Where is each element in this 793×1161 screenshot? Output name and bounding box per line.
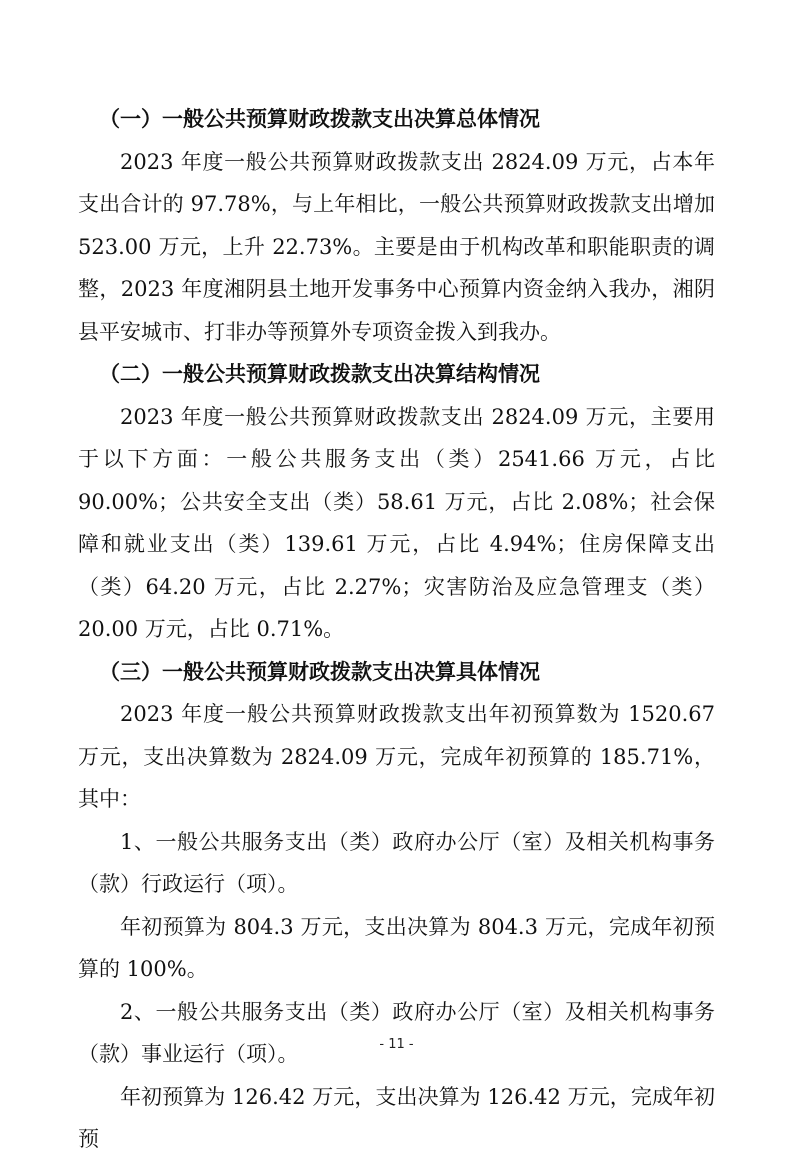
section-3-paragraph-3: 年初预算为 804.3 万元，支出决算为 804.3 万元，完成年初预算的 100%。: [78, 914, 715, 981]
section-heading-2: （二）一般公共预算财政拨款支出决算结构情况: [99, 362, 540, 386]
page-number: - 11 -: [379, 1037, 414, 1052]
section-1-paragraph-1: 2023 年度一般公共预算财政拨款支出 2824.09 万元，占本年支出合计的 97.78%，与上年相比，一般公共预算财政拨款支出增加 523.00 万元，上升 22.73%。主要是由于机构改革和职能职责的调整，2023 年度湘阴县土地开发事务中心预算内资金纳入我办，湘阴县平安城市、打非办等预算外专项资金拨入到我办。: [78, 149, 715, 344]
section-3-paragraph-2: 1、一般公共服务支出（类）政府办公厅（室）及相关机构事务（款）行政运行（项）。: [78, 829, 715, 896]
section-3-paragraph-5: 年初预算为 126.42 万元，支出决算为 126.42 万元，完成年初预: [78, 1084, 715, 1151]
section-3-paragraph-1: 2023 年度一般公共预算财政拨款支出年初预算数为 1520.67 万元，支出决算数为 2824.09 万元，完成年初预算的 185.71%，其中：: [78, 702, 715, 811]
section-2-paragraph-1: 2023 年度一般公共预算财政拨款支出 2824.09 万元，主要用于以下方面：一般公共服务支出（类）2541.66 万元，占比 90.00%；公共安全支出（类）58.61 万元，占比 2.08%；社会保障和就业支出（类）139.61 万元，占比 4.94%；住房保障支出（类）64.20 万元，占比 2.27%；灾害防治及应急管理支（类）20.00 万元，占比 0.71%。: [78, 404, 715, 641]
section-heading-3: （三）一般公共预算财政拨款支出决算具体情况: [99, 659, 540, 684]
section-3-paragraph-4: 2、一般公共服务支出（类）政府办公厅（室）及相关机构事务（款）事业运行（项）。: [78, 999, 715, 1066]
section-heading-1: （一）一般公共预算财政拨款支出决算总体情况: [99, 107, 540, 131]
